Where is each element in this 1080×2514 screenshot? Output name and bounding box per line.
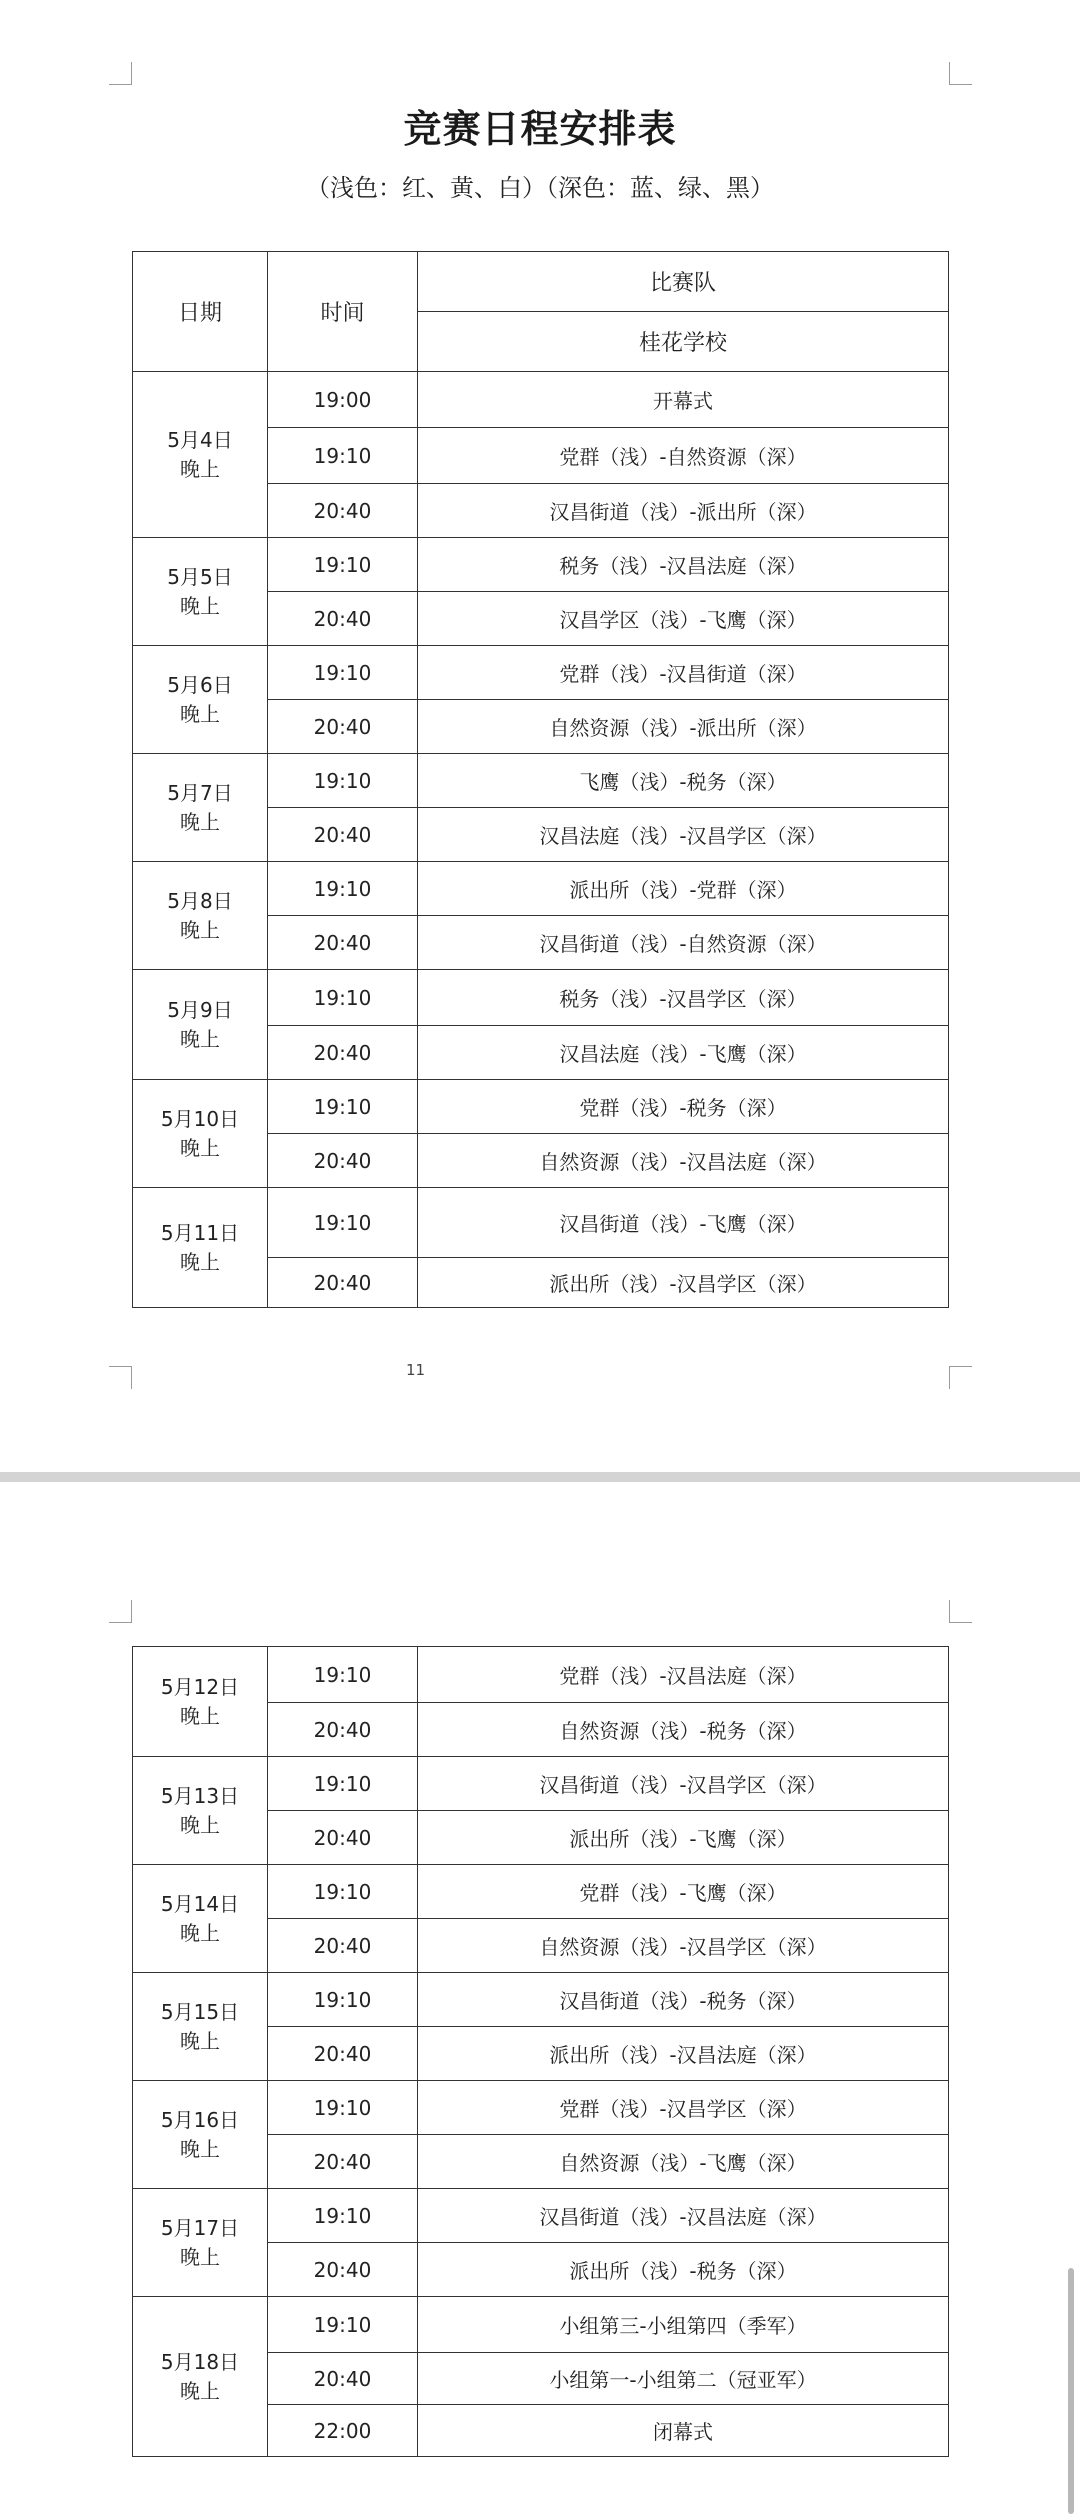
time-cell: 20:40 [268,1134,418,1188]
time-cell: 20:40 [268,2353,418,2405]
period-label: 晚上 [180,1703,220,1728]
match-cell: 党群（浅）-汉昌法庭（深） [418,1647,949,1703]
page-separator [0,1472,1080,1482]
date-label: 5月18日 [160,2349,240,2374]
period-label: 晚上 [180,456,220,481]
time-cell: 19:10 [268,1188,418,1258]
date-label: 5月9日 [167,997,233,1022]
time-cell: 19:10 [268,646,418,700]
crop-mark-top-left [109,62,132,85]
date-label: 5月4日 [167,427,233,452]
match-cell: 党群（浅）-税务（深） [418,1080,949,1134]
period-label: 晚上 [180,701,220,726]
table-row [133,970,949,1026]
match-cell: 汉昌街道（浅）-汉昌法庭（深） [418,2189,949,2243]
table-row [133,754,949,808]
period-label: 晚上 [180,2378,220,2403]
date-cell [133,862,268,970]
schedule-table-page-1 [132,251,949,1308]
period-label: 晚上 [180,2244,220,2269]
time-cell: 19:00 [268,372,418,428]
table-row [133,1757,949,1811]
date-cell [133,1973,268,2081]
date-label: 5月11日 [160,1220,240,1245]
time-cell: 19:10 [268,754,418,808]
time-cell: 20:40 [268,1258,418,1308]
date-label: 5月6日 [167,672,233,697]
match-cell: 汉昌街道（浅）-飞鹰（深） [418,1188,949,1258]
time-cell: 19:10 [268,1973,418,2027]
time-cell: 19:10 [268,538,418,592]
date-cell [133,538,268,646]
match-cell: 汉昌学区（浅）-飞鹰（深） [418,592,949,646]
date-label: 5月5日 [167,564,233,589]
crop-mark-top-right [949,62,972,85]
period-label: 晚上 [180,2136,220,2161]
time-cell: 19:10 [268,2189,418,2243]
period-label: 晚上 [180,1249,220,1274]
time-cell: 20:40 [268,2135,418,2189]
table-row [133,1188,949,1258]
date-cell [133,372,268,538]
time-cell: 20:40 [268,700,418,754]
match-cell: 小组第三-小组第四（季军） [418,2297,949,2353]
time-cell: 20:40 [268,2027,418,2081]
match-cell: 派出所（浅）-党群（深） [418,862,949,916]
table-row [133,862,949,916]
table-row [133,1973,949,2027]
match-cell: 飞鹰（浅）-税务（深） [418,754,949,808]
time-cell: 20:40 [268,1811,418,1865]
match-cell: 党群（浅）-飞鹰（深） [418,1865,949,1919]
date-cell [133,970,268,1080]
header-time: 时间 [268,252,418,372]
header-school: 桂花学校 [418,312,949,372]
time-cell: 20:40 [268,484,418,538]
period-label: 晚上 [180,1026,220,1051]
match-cell: 汉昌法庭（浅）-汉昌学区（深） [418,808,949,862]
table-row [133,538,949,592]
schedule-table-page-2 [132,1646,949,2457]
date-cell [133,1188,268,1308]
time-cell: 19:10 [268,428,418,484]
time-cell: 19:10 [268,2297,418,2353]
match-cell: 汉昌街道（浅）-自然资源（深） [418,916,949,970]
date-cell [133,1647,268,1757]
table-row [133,1080,949,1134]
time-cell: 19:10 [268,1757,418,1811]
date-cell [133,2189,268,2297]
match-cell: 自然资源（浅）-税务（深） [418,1703,949,1757]
time-cell: 19:10 [268,1080,418,1134]
match-cell: 派出所（浅）-飞鹰（深） [418,1811,949,1865]
crop-mark-bottom-right [949,1366,972,1389]
crop-mark-bottom-left [109,1366,132,1389]
match-cell: 税务（浅）-汉昌学区（深） [418,970,949,1026]
period-label: 晚上 [180,2028,220,2053]
match-cell: 小组第一-小组第二（冠亚军） [418,2353,949,2405]
match-cell: 党群（浅）-汉昌学区（深） [418,2081,949,2135]
match-cell: 开幕式 [418,372,949,428]
date-cell [133,1865,268,1973]
match-cell: 自然资源（浅）-派出所（深） [418,700,949,754]
time-cell: 20:40 [268,916,418,970]
date-label: 5月15日 [160,1999,240,2024]
time-cell: 20:40 [268,2243,418,2297]
period-label: 晚上 [180,1135,220,1160]
time-cell: 19:10 [268,1865,418,1919]
time-cell: 19:10 [268,862,418,916]
table-row [133,372,949,428]
table-row [133,2297,949,2353]
match-cell: 闭幕式 [418,2405,949,2457]
crop-mark-top-right [949,1600,972,1623]
match-cell: 自然资源（浅）-飞鹰（深） [418,2135,949,2189]
table-row [133,646,949,700]
match-cell: 汉昌法庭（浅）-飞鹰（深） [418,1026,949,1080]
match-cell: 汉昌街道（浅）-税务（深） [418,1973,949,2027]
page-number: 11 [406,1361,426,1379]
match-cell: 派出所（浅）-汉昌学区（深） [418,1258,949,1308]
date-label: 5月7日 [167,780,233,805]
table-row [133,2081,949,2135]
match-cell: 税务（浅）-汉昌法庭（深） [418,538,949,592]
date-label: 5月12日 [160,1674,240,1699]
match-cell: 派出所（浅）-税务（深） [418,2243,949,2297]
time-cell: 22:00 [268,2405,418,2457]
date-cell [133,1757,268,1865]
match-cell: 党群（浅）-汉昌街道（深） [418,646,949,700]
match-cell: 汉昌街道（浅）-派出所（深） [418,484,949,538]
time-cell: 20:40 [268,592,418,646]
date-cell [133,2081,268,2189]
match-cell: 汉昌街道（浅）-汉昌学区（深） [418,1757,949,1811]
period-label: 晚上 [180,593,220,618]
date-cell [133,1080,268,1188]
table-header-row [133,252,949,312]
match-cell: 派出所（浅）-汉昌法庭（深） [418,2027,949,2081]
vertical-scrollbar[interactable] [1068,2268,1074,2514]
document-page-2 [0,1482,1080,2514]
table-row [133,2189,949,2243]
date-label: 5月8日 [167,888,233,913]
time-cell: 20:40 [268,808,418,862]
header-date: 日期 [133,252,268,372]
table-row [133,1647,949,1703]
date-label: 5月16日 [160,2107,240,2132]
time-cell: 19:10 [268,2081,418,2135]
time-cell: 20:40 [268,1919,418,1973]
period-label: 晚上 [180,917,220,942]
date-cell [133,2297,268,2457]
date-cell [133,754,268,862]
time-cell: 19:10 [268,970,418,1026]
color-legend-subtitle: （浅色：红、黄、白）（深色：蓝、绿、黑） [306,174,774,202]
date-label: 5月13日 [160,1783,240,1808]
time-cell: 20:40 [268,1703,418,1757]
match-cell: 自然资源（浅）-汉昌学区（深） [418,1919,949,1973]
date-cell [133,646,268,754]
time-cell: 19:10 [268,1647,418,1703]
date-label: 5月10日 [160,1106,240,1131]
period-label: 晚上 [180,1920,220,1945]
page-title: 竞赛日程安排表 [403,107,677,151]
time-cell: 20:40 [268,1026,418,1080]
period-label: 晚上 [180,809,220,834]
date-label: 5月14日 [160,1891,240,1916]
header-teams: 比赛队 [418,252,949,312]
date-label: 5月17日 [160,2215,240,2240]
match-cell: 自然资源（浅）-汉昌法庭（深） [418,1134,949,1188]
table-row [133,1865,949,1919]
match-cell: 党群（浅）-自然资源（深） [418,428,949,484]
crop-mark-top-left [109,1600,132,1623]
period-label: 晚上 [180,1812,220,1837]
